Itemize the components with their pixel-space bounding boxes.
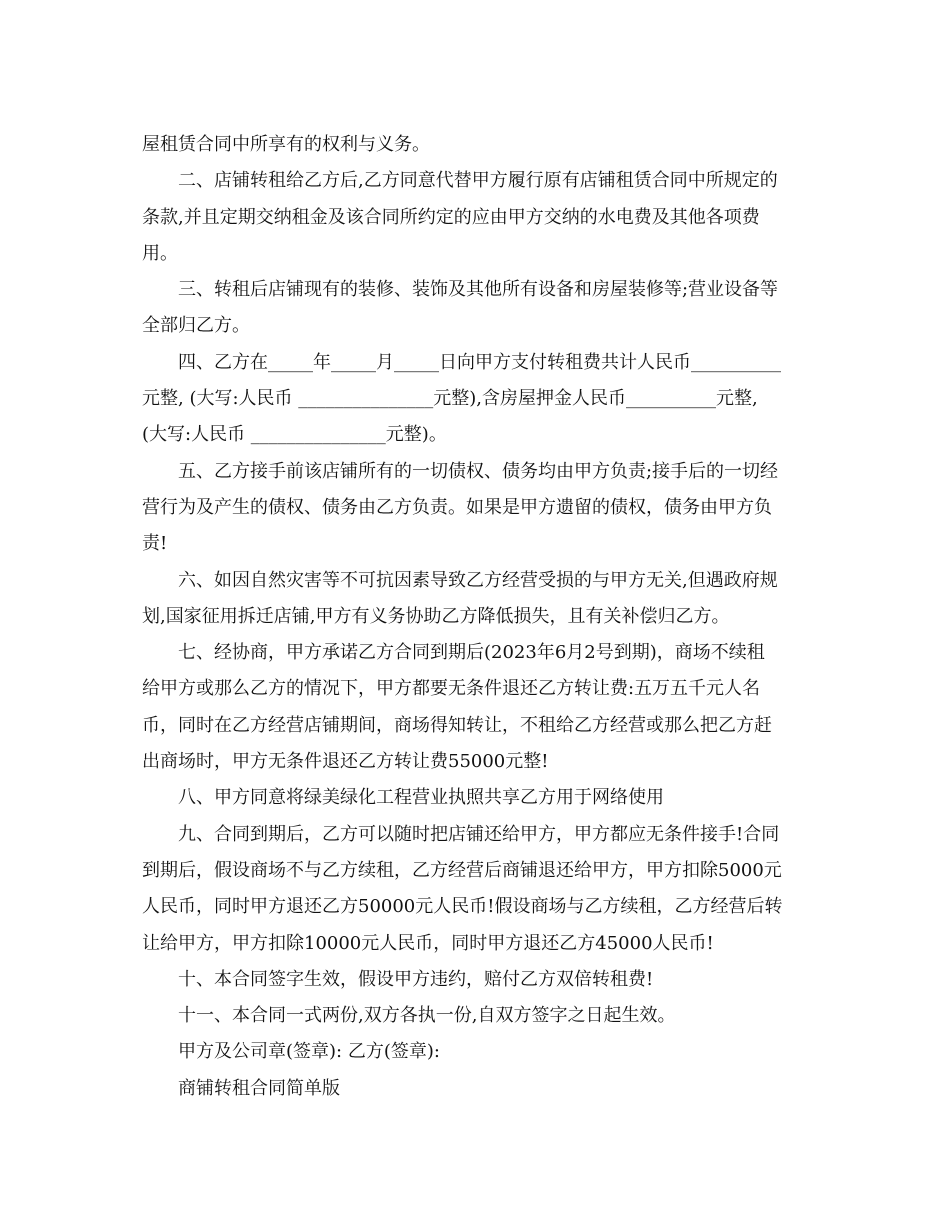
- clause-4-line-2: 元整, (大写:人民币 _______________元整),含房屋押金人民币__________元整,: [142, 388, 758, 410]
- clause-8-line-1: 八、甲方同意将绿美绿化工程营业执照共享乙方用于网络使用: [178, 787, 664, 809]
- clause-7-line-4: 出商场时，甲方无条件退还乙方转让费55000元整!: [142, 751, 549, 773]
- clause-4-line-3: (大写:人民币 _______________元整)。: [142, 424, 447, 446]
- clause-2-line-2: 条款,并且定期交纳租金及该合同所约定的应由甲方交纳的水电费及其他各项费: [142, 206, 760, 228]
- clause-7-line-2: 给甲方或那么乙方的情况下，甲方都要无条件退还乙方转让费:五万五千元人名: [142, 678, 761, 700]
- clause-7-line-1: 七、经协商，甲方承诺乙方合同到期后(2023年6月2号到期)，商场不续租: [178, 642, 765, 664]
- clause-3-line-2: 全部归乙方。: [142, 315, 250, 337]
- signature-line: 甲方及公司章(签章): 乙方(签章):: [178, 1041, 440, 1063]
- clause-6-line-1: 六、如因自然灾害等不可抗因素导致乙方经营受损的与甲方无关,但遇政府规: [178, 569, 778, 591]
- clause-4-line-1: 四、乙方在_____年_____月_____日向甲方支付转租费共计人民币__________: [178, 351, 781, 373]
- document-title-footer: 商铺转租合同简单版: [178, 1077, 340, 1099]
- clause-3-line-1: 三、转租后店铺现有的装修、装饰及其他所有设备和房屋装修等;营业设备等: [178, 279, 779, 301]
- clause-6-line-2: 划,国家征用拆迁店铺,甲方有义务协助乙方降低损失，且有关补偿归乙方。: [142, 605, 730, 627]
- clause-9-line-3: 人民币，同时甲方退还乙方50000元人民币!假设商场与乙方续租，乙方经营后转: [142, 896, 783, 918]
- clause-5-line-1: 五、乙方接手前该店铺所有的一切债权、债务均由甲方负责;接手后的一切经: [178, 460, 779, 482]
- clause-9-line-2: 到期后，假设商场不与乙方续租，乙方经营后商铺退还给甲方，甲方扣除5000元: [142, 859, 782, 881]
- clause-11-line-1: 十一、本合同一式两份,双方各执一份,自双方签字之日起生效。: [178, 1005, 676, 1027]
- clause-10-line-1: 十、本合同签字生效，假设甲方违约，赔付乙方双倍转租费!: [178, 968, 654, 990]
- clause-7-line-3: 币，同时在乙方经营店铺期间，商场得知转让，不租给乙方经营或那么把乙方赶: [142, 714, 772, 736]
- document-page: [142, 127, 806, 1107]
- clause-5-line-2: 营行为及产生的债权、债务由乙方负责。如果是甲方遗留的债权，债务由甲方负: [142, 496, 772, 518]
- clause-9-line-1: 九、合同到期后，乙方可以随时把店铺还给甲方，甲方都应无条件接手!合同: [178, 823, 780, 845]
- clause-2-line-1: 二、店铺转租给乙方后,乙方同意代替甲方履行原有店铺租赁合同中所规定的: [178, 170, 778, 192]
- clause-5-line-3: 责!: [142, 533, 168, 555]
- clause-2-line-3: 用。: [142, 242, 178, 264]
- clause-9-line-4: 让给甲方，甲方扣除10000元人民币，同时甲方退还乙方45000人民币!: [142, 932, 714, 954]
- text-line: 屋租赁合同中所享有的权利与义务。: [142, 134, 430, 155]
